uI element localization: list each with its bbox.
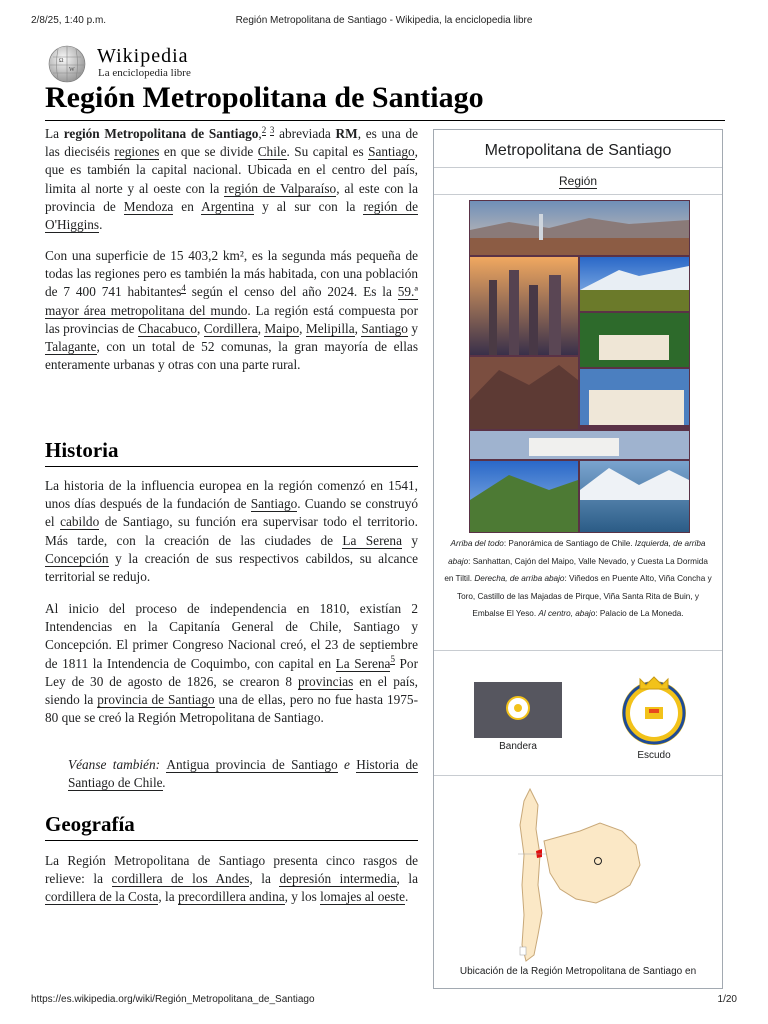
link-santiago-provincia[interactable]: Santiago	[361, 320, 408, 336]
flag-emblem-icon	[506, 696, 530, 720]
link-cabildo[interactable]: cabildo	[60, 514, 100, 530]
link-mayor-area-metropolitana[interactable]: 59.ª mayor área metropolitana del mundo	[45, 284, 418, 318]
location-map[interactable]	[510, 785, 680, 963]
link-la-serena[interactable]: La Serena	[335, 655, 391, 671]
link-argentina[interactable]: Argentina	[201, 198, 255, 214]
link-region[interactable]: Región	[558, 174, 598, 188]
wikipedia-wordmark: Wikipedia	[97, 45, 189, 67]
svg-text:W: W	[69, 67, 75, 73]
section-heading-historia: Historia	[45, 438, 418, 467]
link-precordillera-andina[interactable]: precordillera andina	[177, 889, 285, 905]
link-lomajes-oeste[interactable]: lomajes al oeste	[320, 889, 406, 905]
browser-print-header	[0, 0, 768, 30]
infobox-title: Metropolitana de Santiago	[434, 130, 722, 168]
page-title: Región Metropolitana de Santiago	[45, 78, 725, 121]
reference-link[interactable]: 5	[390, 654, 395, 665]
link-depresion-intermedia[interactable]: depresión intermedia	[279, 871, 397, 887]
link-chile[interactable]: Chile	[257, 144, 287, 160]
flag-image[interactable]	[474, 682, 562, 738]
link-mendoza[interactable]: Mendoza	[123, 198, 174, 214]
link-melipilla[interactable]: Melipilla	[305, 320, 355, 336]
coat-of-arms-label: Escudo	[637, 750, 671, 761]
intro-paragraph-2: Con una superficie de 15 403,2 km², es la segunda más pequeña de todas las regiones pero es también la más habitada, con una población de 7 400 741 habitantes$^4$ según el censo del año 2024. Es la 59.ª mayor área metropolitana del mundo. La región está compuesta por las provincias de Chacabuco, Cordillera, Maipo, Melipilla, Santiago y Talagante, con un total de 52 comunas, la gran mayoría de ellas enteramente urbanas y otras con una parte rural.	[45, 248, 418, 373]
print-url: https://es.wikipedia.org/wiki/Región_Metropolitana_de_Santiago	[31, 994, 315, 1005]
link-region-valparaiso[interactable]: región de Valparaíso	[224, 180, 337, 196]
historia-paragraph-1: La historia de la influencia europea en la región comenzó en 1541, unos días después de la fundación de Santiago. Cuando se construyó el cabildo de Santiago, su función era supervisar todo el territorio. Más tarde, con la creación de las ciudades de La Serena y Concepción y la creación de sus respectivos cabildos, su alcance territorial se redujo.	[45, 478, 419, 585]
link-santiago[interactable]: Santiago	[368, 144, 415, 160]
historia-paragraph-2: Al inicio del proceso de independencia en 1810, existían 2 Intendencias en la Capitanía General de Chile, Santiago y Concepción. El primer Congreso Nacional creó, el 23 de septiembre de 1811 la Intendencia de Coquimbo, con capital en La Serena$^5$ Por Ley de 30 de agosto de 1826, se crearon 8 provincias en el país, siendo la provincia de Santiago una de ellas, pero no fue hasta 1975-80 que se creó la Región Metropolitana de Santiago.	[45, 601, 419, 726]
link-antigua-provincia[interactable]: Antigua provincia de Santiago	[166, 757, 338, 772]
link-la-serena[interactable]: La Serena	[342, 532, 402, 548]
link-santiago[interactable]: Santiago	[250, 496, 298, 512]
montage-image[interactable]	[469, 200, 690, 533]
section-heading-geografia: Geografía	[45, 812, 418, 841]
svg-text:Ω: Ω	[59, 58, 64, 64]
link-provincia-santiago[interactable]: provincia de Santiago	[97, 692, 215, 708]
link-regiones[interactable]: regiones	[114, 144, 160, 160]
geografia-paragraph-1: La Región Metropolitana de Santiago presenta cinco rasgos de relieve: la cordillera de los Andes, la depresión intermedia, la cordillera de la Costa, la precordillera andina, y los lomajes al oeste.	[45, 853, 418, 905]
link-cordillera-andes[interactable]: cordillera de los Andes	[111, 871, 250, 887]
intro-paragraph-1: La región Metropolitana de Santiago,$^{2 3}$ abreviada RM, es una de las dieciséis regiones en que se divide Chile. Su capital es Santiago, que es también la capital nacional. Ubicada en el centro del país, limita al norte y al oeste con la región de Valparaíso, al este con la provincia de Mendoza en Argentina y al sur con la región de O'Higgins.	[45, 124, 419, 233]
link-historia-santiago[interactable]: Historia de Santiago de Chile	[68, 757, 418, 791]
wikipedia-logo[interactable]	[45, 43, 225, 83]
infobox-divider	[434, 775, 722, 776]
link-region-ohiggins[interactable]: región de O'Higgins	[45, 198, 418, 233]
flag-label: Bandera	[499, 741, 537, 752]
infobox	[433, 129, 723, 989]
map-caption: Ubicación de la Región Metropolitana de Santiago en	[459, 966, 697, 977]
link-concepcion[interactable]: Concepción	[45, 550, 109, 566]
wikipedia-globe-icon	[45, 43, 91, 83]
print-page-number: 1/20	[717, 994, 737, 1005]
infobox-divider	[434, 650, 722, 651]
wikipedia-tagline: La enciclopedia libre	[98, 67, 191, 79]
link-maipo[interactable]: Maipo	[264, 320, 300, 336]
link-chacabuco[interactable]: Chacabuco	[137, 320, 198, 336]
print-page-title: Región Metropolitana de Santiago - Wikipedia, la enciclopedia libre	[235, 15, 533, 26]
see-also-note: Véanse también: Antigua provincia de Santiago e Historia de Santiago de Chile.	[68, 757, 418, 791]
link-cordillera[interactable]: Cordillera	[203, 320, 258, 336]
coat-of-arms-icon[interactable]	[618, 675, 690, 747]
link-provincias[interactable]: provincias	[297, 673, 354, 689]
reference-link[interactable]: 4	[181, 282, 186, 293]
link-cordillera-costa[interactable]: cordillera de la Costa	[45, 889, 159, 905]
reference-link[interactable]: 3	[269, 124, 275, 135]
infobox-subtitle	[434, 168, 722, 195]
montage-caption: Arriba del todo: Panorámica de Santiago de Chile. Izquierda, de arriba abajo: Sanhattan, Cajón del Maipo, Valle Nevado, y Cuesta La Dormida en Tiltil. Derecha, de arriba abajo: Viñedos en Puente Alto, Viña Concha y Toro, Castillo de las Majadas de Pirque, Viña Santa Rita de Buin, y Embalse El Yeso. Al centro, abajo: Palacio de La Moneda.	[444, 539, 712, 619]
print-datetime: 2/8/25, 1:40 p.m.	[31, 15, 107, 26]
reference-link[interactable]: 2	[261, 124, 267, 135]
link-talagante[interactable]: Talagante	[45, 339, 97, 355]
